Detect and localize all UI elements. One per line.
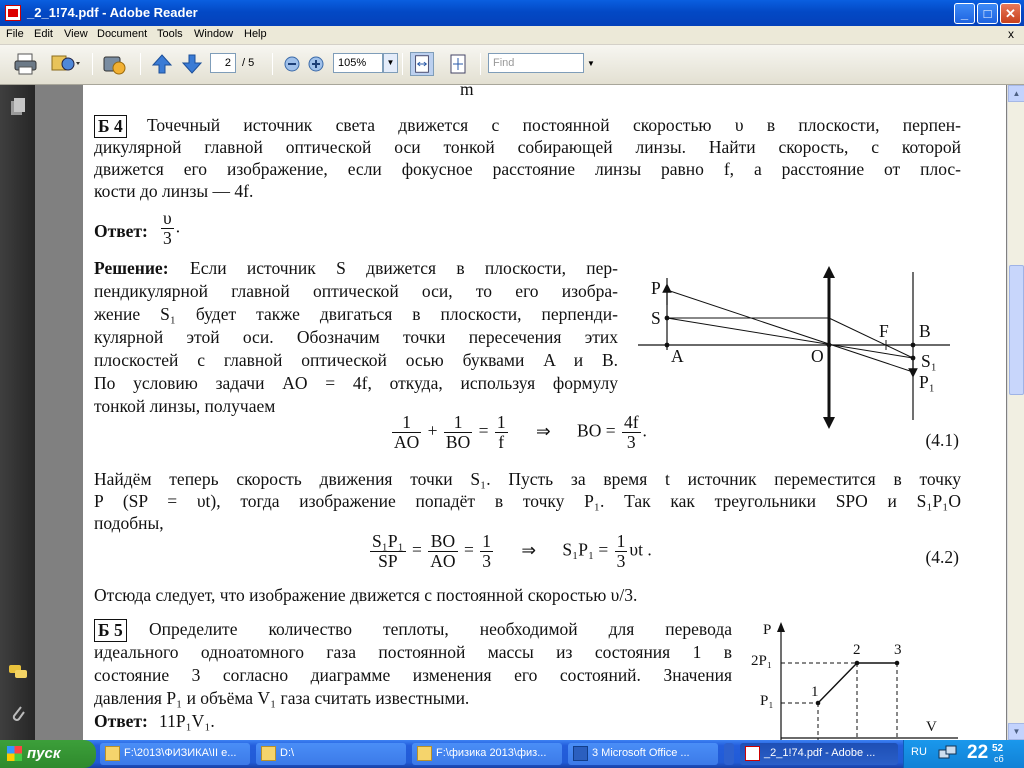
para2-line-2: P (SP = υt), тогда изображение попадёт в точку P₁. Так как треугольники SPO и S₁P₁O	[94, 491, 961, 511]
solution-label: Решение:	[94, 258, 169, 278]
eq2-equals-1: =	[412, 539, 422, 560]
eq2-d2: AO	[430, 551, 456, 571]
taskbar-item-label: F:\физика 2013\физ...	[436, 747, 547, 759]
toolbar-separator	[92, 53, 93, 75]
menu-help[interactable]: Help	[244, 28, 267, 40]
close-button[interactable]: ✕	[1000, 3, 1021, 24]
start-button[interactable]: пуск	[0, 740, 96, 768]
eq1-equals: =	[478, 420, 489, 441]
maximize-button[interactable]: □	[977, 3, 998, 24]
print-icon[interactable]	[12, 52, 40, 76]
eq1-d4: 3	[626, 432, 636, 452]
answer-numerator: υ	[161, 209, 174, 229]
eq2-d4: 3	[616, 551, 626, 571]
language-indicator[interactable]: RU	[911, 746, 927, 758]
label-B: B	[919, 321, 931, 341]
taskbar-item-label: _2_1!74.pdf - Adobe ...	[764, 747, 876, 759]
eq1-implies: ⇒	[535, 420, 551, 441]
eq1-d1: AO	[394, 432, 420, 452]
label-A: A	[671, 346, 684, 366]
menu-file[interactable]: File	[6, 28, 24, 40]
toolbar	[0, 45, 1024, 85]
zoom-out-icon[interactable]	[283, 52, 301, 76]
window-title: _2_1!74.pdf - Adobe Reader	[27, 5, 198, 20]
folder-icon	[417, 746, 432, 761]
eq2-n1: S₁P₁	[372, 531, 404, 551]
fit-page-icon[interactable]	[446, 52, 470, 76]
pv-axis-P: P	[763, 622, 772, 638]
solution-line-2: пендикулярной главной оптической оси, то его изобра-	[94, 281, 618, 301]
zoom-in-icon[interactable]	[307, 52, 325, 76]
label-S: S	[651, 308, 661, 328]
para2-line-1: Найдём теперь скорость движения точки S₁. Пусть за время t источник переместится в точку	[94, 469, 961, 489]
pv-state-2: 2	[853, 642, 861, 658]
eq1-n3: 1	[496, 412, 506, 432]
pv-state-3: 3	[894, 642, 902, 658]
b5-line-1: Определите количество теплоты, необходимой для перевода	[149, 619, 732, 639]
clock-day: сб	[994, 754, 1004, 764]
b5-answer-value: 11P₁V₁.	[159, 711, 215, 731]
document-close-icon[interactable]: x	[1008, 27, 1014, 41]
clock-minutes[interactable]: 52	[992, 743, 1004, 754]
taskbar-item-folder-fizika-2013[interactable]	[412, 743, 562, 765]
b5-answer-label: Ответ:	[94, 711, 148, 731]
solution-line-7: тонкой линзы, получаем	[94, 396, 276, 416]
taskbar-item-label: F:\2013\ФИЗИКА\II е...	[124, 747, 237, 759]
b4-line-2: дикулярной главной оптической оси тонкой собирающей линзы. Найти скорость, с которой	[94, 137, 961, 157]
taskbar-item-drive-d[interactable]	[256, 743, 406, 765]
adobe-reader-icon	[5, 5, 21, 21]
organizer-icon[interactable]	[48, 52, 84, 76]
b5-line-2: идеального одноатомного газа постоянной массы из состояния 1 в	[94, 642, 732, 662]
eq2-d1: SP	[378, 551, 398, 571]
eq2-n4: 1	[616, 531, 626, 551]
equation-4-1	[390, 413, 647, 452]
pdf-icon	[745, 746, 760, 761]
menu-window[interactable]: Window	[194, 28, 234, 40]
b5-line-4: давления P₁ и объёма V₁ газа считать известными.	[94, 688, 470, 708]
cut-off-text: m	[460, 85, 474, 99]
eq2-implies: ⇒	[521, 539, 536, 560]
folder-icon	[261, 746, 276, 761]
clock-hours[interactable]: 22	[967, 742, 989, 763]
eq1-n4: 4f	[623, 412, 639, 432]
scroll-up-arrow-icon[interactable]: ▲	[1008, 85, 1024, 102]
zoom-level-input[interactable]: 105%	[333, 53, 383, 73]
eq1-plus: +	[427, 420, 438, 441]
b4-line-3: движется его изображение, если фокусное расстояние линзы равно f, а расстояние от плос-	[94, 159, 961, 179]
scroll-down-arrow-icon[interactable]: ▼	[1008, 723, 1024, 740]
taskbar-item-folder-fizika[interactable]	[100, 743, 250, 765]
word-icon	[573, 746, 588, 761]
document-margin-left	[35, 85, 83, 740]
taskbar-item-ms-office[interactable]	[568, 743, 718, 765]
b5-line-3: состояние 3 согласно диаграмме изменения его состояний. Значения	[94, 665, 732, 685]
b4-line-1: Точечный источник света движется с постоянной скоростью υ в плоскости, перпен-	[147, 115, 961, 135]
toolbar-separator	[480, 53, 481, 75]
eq1-d2: BO	[445, 432, 471, 452]
answer-denominator: 3	[163, 228, 172, 248]
title-bar	[0, 0, 1024, 26]
pv-axis-V: V	[926, 719, 937, 735]
pv-tick-P1: P₁	[760, 693, 774, 709]
find-dropdown-chevron-icon[interactable]: ▼	[587, 59, 595, 68]
toolbar-separator	[272, 53, 273, 75]
conclusion-text: Отсюда следует, что изображение движется с постоянной скоростью υ/3.	[94, 585, 638, 605]
label-P1: P₁	[919, 372, 935, 392]
comments-icon[interactable]	[8, 663, 28, 681]
navigation-sidebar	[0, 85, 35, 740]
vertical-scrollbar[interactable]	[1007, 85, 1024, 740]
system-tray	[903, 740, 1024, 768]
solution-line-4: кулярной этой оси. Обозначим точки пересечения этих	[94, 327, 618, 347]
attachments-paperclip-icon[interactable]	[9, 703, 27, 725]
toolbar-separator	[140, 53, 141, 75]
menu-document[interactable]: Document	[97, 28, 148, 40]
menu-bar	[0, 26, 1024, 45]
solution-line-5: плоскостей с главной оптической осью буквами A и B.	[94, 350, 618, 370]
b4-answer-formula: $\frac{\upsilon}{3}$ .	[163, 208, 181, 248]
solution-line-1: Если источник S движется в плоскости, пер-	[190, 258, 618, 278]
eq2-n3: 1	[482, 531, 491, 551]
solution-line-6: По условию задачи AO = 4f, откуда, используя формулу	[94, 373, 618, 393]
taskbar-item-adobe-reader[interactable]	[740, 743, 898, 765]
menu-tools[interactable]: Tools	[157, 28, 183, 40]
find-input[interactable]: Find	[488, 53, 584, 73]
taskbar-item-label: D:\	[280, 747, 295, 759]
eq2-d3: 3	[482, 551, 491, 571]
menu-edit[interactable]: Edit	[34, 28, 53, 40]
b4-answer-label: Ответ:	[94, 221, 148, 241]
taskbar-group-arrow-icon[interactable]	[724, 743, 734, 765]
eq1-dot: .	[642, 420, 647, 441]
label-F: F	[879, 321, 889, 341]
next-page-icon[interactable]	[180, 52, 204, 76]
equation-number-4-1: (4.1)	[925, 430, 959, 450]
eq1-d3: f	[498, 432, 505, 452]
pv-tick-2P1: 2P₁	[751, 653, 773, 669]
eq2-lhs: S₁P₁ =	[562, 539, 609, 560]
eq2-tail: υt .	[629, 539, 652, 560]
page-number-input[interactable]: 2	[210, 53, 236, 73]
b4-line-4: кости до линзы — 4f.	[94, 181, 254, 201]
eq2-n2: BO	[428, 532, 457, 552]
lens-diagram	[628, 260, 958, 430]
zoom-dropdown-chevron-icon[interactable]: ▼	[383, 53, 398, 73]
taskbar-item-label: 3 Microsoft Office ...	[592, 747, 690, 759]
label-O: O	[811, 346, 824, 366]
menu-view[interactable]: View	[64, 28, 88, 40]
equation-number-4-2: (4.2)	[925, 547, 959, 567]
fit-width-icon[interactable]	[410, 52, 434, 76]
para2-line-3: подобны,	[94, 513, 164, 533]
solution-line-3: жение S₁ будет также двигаться в плоскости, перпенди-	[94, 304, 618, 324]
network-icon[interactable]	[938, 745, 958, 763]
minimize-button[interactable]: _	[954, 3, 975, 24]
page-total: / 5	[242, 57, 255, 69]
eq2-equals-2: =	[463, 539, 474, 560]
equation-4-2	[368, 532, 652, 571]
eq1-lhs: BO =	[577, 420, 616, 441]
taskbar	[0, 740, 1024, 768]
eq1-n2: 1	[444, 413, 472, 433]
label-S1: S₁	[921, 351, 937, 371]
attach-tools-icon[interactable]	[100, 52, 130, 76]
problem-b4-label: Б 4	[94, 115, 127, 138]
eq1-n1: 1	[392, 413, 421, 433]
toolbar-separator	[402, 53, 403, 75]
folder-icon	[105, 746, 120, 761]
label-P: P	[651, 278, 661, 298]
pages-icon[interactable]	[9, 97, 27, 117]
scroll-thumb[interactable]	[1009, 265, 1024, 395]
problem-b5-label: Б 5	[94, 619, 127, 642]
document-page[interactable]	[83, 85, 1006, 740]
pv-state-1: 1	[811, 684, 819, 700]
previous-page-icon[interactable]	[150, 52, 174, 76]
